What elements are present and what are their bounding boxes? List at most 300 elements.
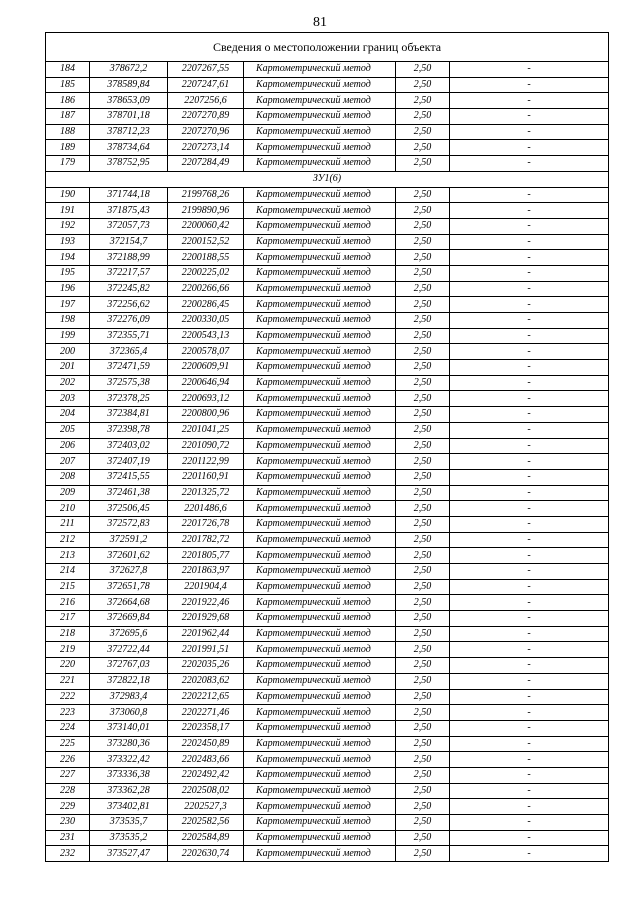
accuracy-cell: 2,50 xyxy=(396,360,450,376)
point-number-cell: 206 xyxy=(46,438,90,454)
y-coordinate-cell: 2201929,68 xyxy=(168,611,244,627)
accuracy-cell: 2,50 xyxy=(396,218,450,234)
x-coordinate-cell: 371875,43 xyxy=(90,203,168,219)
point-number-cell: 189 xyxy=(46,140,90,156)
table-row xyxy=(46,265,609,281)
description-cell: - xyxy=(450,234,609,250)
accuracy-cell: 2,50 xyxy=(396,391,450,407)
table-body xyxy=(46,33,609,862)
x-coordinate-cell: 378701,18 xyxy=(90,109,168,125)
x-coordinate-cell: 378653,09 xyxy=(90,93,168,109)
point-number-cell: 200 xyxy=(46,344,90,360)
table-row xyxy=(46,313,609,329)
y-coordinate-cell: 2202035,26 xyxy=(168,658,244,674)
table-row xyxy=(46,422,609,438)
y-coordinate-cell: 2200578,07 xyxy=(168,344,244,360)
method-cell: Картометрический метод xyxy=(244,344,396,360)
y-coordinate-cell: 2202083,62 xyxy=(168,673,244,689)
description-cell: - xyxy=(450,360,609,376)
boundary-coordinates-table xyxy=(45,32,609,862)
x-coordinate-cell: 378752,95 xyxy=(90,156,168,172)
description-cell: - xyxy=(450,454,609,470)
table-row xyxy=(46,564,609,580)
point-number-cell: 196 xyxy=(46,281,90,297)
point-number-cell: 229 xyxy=(46,799,90,815)
method-cell: Картометрический метод xyxy=(244,595,396,611)
point-number-cell: 220 xyxy=(46,658,90,674)
y-coordinate-cell: 2200152,52 xyxy=(168,234,244,250)
table-row xyxy=(46,611,609,627)
point-number-cell: 202 xyxy=(46,375,90,391)
point-number-cell: 225 xyxy=(46,736,90,752)
y-coordinate-cell: 2200646,94 xyxy=(168,375,244,391)
accuracy-cell: 2,50 xyxy=(396,752,450,768)
accuracy-cell: 2,50 xyxy=(396,375,450,391)
x-coordinate-cell: 372591,2 xyxy=(90,532,168,548)
accuracy-cell: 2,50 xyxy=(396,250,450,266)
description-cell: - xyxy=(450,689,609,705)
x-coordinate-cell: 372575,38 xyxy=(90,375,168,391)
accuracy-cell: 2,50 xyxy=(396,140,450,156)
x-coordinate-cell: 372384,81 xyxy=(90,407,168,423)
method-cell: Картометрический метод xyxy=(244,265,396,281)
description-cell: - xyxy=(450,673,609,689)
method-cell: Картометрический метод xyxy=(244,626,396,642)
table-row xyxy=(46,469,609,485)
y-coordinate-cell: 2201805,77 xyxy=(168,548,244,564)
y-coordinate-cell: 2201726,78 xyxy=(168,516,244,532)
y-coordinate-cell: 2201041,25 xyxy=(168,422,244,438)
x-coordinate-cell: 372407,19 xyxy=(90,454,168,470)
method-cell: Картометрический метод xyxy=(244,642,396,658)
accuracy-cell: 2,50 xyxy=(396,297,450,313)
accuracy-cell: 2,50 xyxy=(396,328,450,344)
point-number-cell: 228 xyxy=(46,783,90,799)
x-coordinate-cell: 372365,4 xyxy=(90,344,168,360)
y-coordinate-cell: 2202450,89 xyxy=(168,736,244,752)
accuracy-cell: 2,50 xyxy=(396,532,450,548)
method-cell: Картометрический метод xyxy=(244,720,396,736)
table-row xyxy=(46,626,609,642)
description-cell: - xyxy=(450,156,609,172)
y-coordinate-cell: 2202584,89 xyxy=(168,830,244,846)
accuracy-cell: 2,50 xyxy=(396,516,450,532)
point-number-cell: 214 xyxy=(46,564,90,580)
accuracy-cell: 2,50 xyxy=(396,109,450,125)
accuracy-cell: 2,50 xyxy=(396,626,450,642)
method-cell: Картометрический метод xyxy=(244,375,396,391)
description-cell: - xyxy=(450,407,609,423)
description-cell: - xyxy=(450,328,609,344)
accuracy-cell: 2,50 xyxy=(396,846,450,862)
description-cell: - xyxy=(450,438,609,454)
y-coordinate-cell: 2201122,99 xyxy=(168,454,244,470)
method-cell: Картометрический метод xyxy=(244,297,396,313)
x-coordinate-cell: 378672,2 xyxy=(90,62,168,78)
method-cell: Картометрический метод xyxy=(244,62,396,78)
description-cell: - xyxy=(450,265,609,281)
method-cell: Картометрический метод xyxy=(244,109,396,125)
x-coordinate-cell: 378712,23 xyxy=(90,124,168,140)
point-number-cell: 232 xyxy=(46,846,90,862)
x-coordinate-cell: 372188,99 xyxy=(90,250,168,266)
description-cell: - xyxy=(450,218,609,234)
method-cell: Картометрический метод xyxy=(244,705,396,721)
point-number-cell: 185 xyxy=(46,77,90,93)
method-cell: Картометрический метод xyxy=(244,611,396,627)
x-coordinate-cell: 372572,83 xyxy=(90,516,168,532)
y-coordinate-cell: 2199890,96 xyxy=(168,203,244,219)
y-coordinate-cell: 2200286,45 xyxy=(168,297,244,313)
method-cell: Картометрический метод xyxy=(244,234,396,250)
y-coordinate-cell: 2201962,44 xyxy=(168,626,244,642)
method-cell: Картометрический метод xyxy=(244,313,396,329)
y-coordinate-cell: 2201325,72 xyxy=(168,485,244,501)
x-coordinate-cell: 372461,38 xyxy=(90,485,168,501)
y-coordinate-cell: 2200609,91 xyxy=(168,360,244,376)
accuracy-cell: 2,50 xyxy=(396,62,450,78)
point-number-cell: 212 xyxy=(46,532,90,548)
accuracy-cell: 2,50 xyxy=(396,454,450,470)
method-cell: Картометрический метод xyxy=(244,673,396,689)
x-coordinate-cell: 373280,36 xyxy=(90,736,168,752)
accuracy-cell: 2,50 xyxy=(396,830,450,846)
table-row xyxy=(46,815,609,831)
description-cell: - xyxy=(450,830,609,846)
accuracy-cell: 2,50 xyxy=(396,548,450,564)
x-coordinate-cell: 378734,64 xyxy=(90,140,168,156)
point-number-cell: 215 xyxy=(46,579,90,595)
accuracy-cell: 2,50 xyxy=(396,485,450,501)
table-row xyxy=(46,124,609,140)
table-row xyxy=(46,203,609,219)
point-number-cell: 222 xyxy=(46,689,90,705)
method-cell: Картометрический метод xyxy=(244,250,396,266)
table-row xyxy=(46,658,609,674)
y-coordinate-cell: 2200330,05 xyxy=(168,313,244,329)
method-cell: Картометрический метод xyxy=(244,187,396,203)
y-coordinate-cell: 2201922,46 xyxy=(168,595,244,611)
method-cell: Картометрический метод xyxy=(244,783,396,799)
y-coordinate-cell: 2201782,72 xyxy=(168,532,244,548)
table-row xyxy=(46,595,609,611)
point-number-cell: 195 xyxy=(46,265,90,281)
point-number-cell: 184 xyxy=(46,62,90,78)
y-coordinate-cell: 2201863,97 xyxy=(168,564,244,580)
accuracy-cell: 2,50 xyxy=(396,234,450,250)
point-number-cell: 218 xyxy=(46,626,90,642)
x-coordinate-cell: 373140,01 xyxy=(90,720,168,736)
method-cell: Картометрический метод xyxy=(244,767,396,783)
accuracy-cell: 2,50 xyxy=(396,281,450,297)
x-coordinate-cell: 373527,47 xyxy=(90,846,168,862)
y-coordinate-cell: 2202508,02 xyxy=(168,783,244,799)
accuracy-cell: 2,50 xyxy=(396,203,450,219)
method-cell: Картометрический метод xyxy=(244,815,396,831)
y-coordinate-cell: 2202492,42 xyxy=(168,767,244,783)
x-coordinate-cell: 372664,68 xyxy=(90,595,168,611)
accuracy-cell: 2,50 xyxy=(396,767,450,783)
y-coordinate-cell: 2207267,55 xyxy=(168,62,244,78)
point-number-cell: 179 xyxy=(46,156,90,172)
description-cell: - xyxy=(450,313,609,329)
x-coordinate-cell: 372822,18 xyxy=(90,673,168,689)
y-coordinate-cell: 2207273,14 xyxy=(168,140,244,156)
x-coordinate-cell: 372471,59 xyxy=(90,360,168,376)
x-coordinate-cell: 372415,55 xyxy=(90,469,168,485)
x-coordinate-cell: 373402,81 xyxy=(90,799,168,815)
accuracy-cell: 2,50 xyxy=(396,501,450,517)
description-cell: - xyxy=(450,611,609,627)
x-coordinate-cell: 372245,82 xyxy=(90,281,168,297)
table-row xyxy=(46,673,609,689)
point-number-cell: 188 xyxy=(46,124,90,140)
description-cell: - xyxy=(450,375,609,391)
x-coordinate-cell: 372154,7 xyxy=(90,234,168,250)
point-number-cell: 194 xyxy=(46,250,90,266)
y-coordinate-cell: 2202527,3 xyxy=(168,799,244,815)
y-coordinate-cell: 2200060,42 xyxy=(168,218,244,234)
x-coordinate-cell: 373362,28 xyxy=(90,783,168,799)
method-cell: Картометрический метод xyxy=(244,736,396,752)
x-coordinate-cell: 372403,02 xyxy=(90,438,168,454)
table-row xyxy=(46,62,609,78)
table-row xyxy=(46,187,609,203)
description-cell: - xyxy=(450,595,609,611)
accuracy-cell: 2,50 xyxy=(396,564,450,580)
table-row xyxy=(46,281,609,297)
table-row xyxy=(46,720,609,736)
accuracy-cell: 2,50 xyxy=(396,156,450,172)
accuracy-cell: 2,50 xyxy=(396,673,450,689)
y-coordinate-cell: 2200266,66 xyxy=(168,281,244,297)
table-title: Сведения о местоположении границ объекта xyxy=(46,33,609,62)
point-number-cell: 191 xyxy=(46,203,90,219)
point-number-cell: 211 xyxy=(46,516,90,532)
description-cell: - xyxy=(450,391,609,407)
point-number-cell: 217 xyxy=(46,611,90,627)
point-number-cell: 209 xyxy=(46,485,90,501)
accuracy-cell: 2,50 xyxy=(396,313,450,329)
accuracy-cell: 2,50 xyxy=(396,720,450,736)
point-number-cell: 197 xyxy=(46,297,90,313)
x-coordinate-cell: 372398,78 xyxy=(90,422,168,438)
table-row xyxy=(46,689,609,705)
method-cell: Картометрический метод xyxy=(244,156,396,172)
y-coordinate-cell: 2207256,6 xyxy=(168,93,244,109)
table-row xyxy=(46,360,609,376)
method-cell: Картометрический метод xyxy=(244,93,396,109)
accuracy-cell: 2,50 xyxy=(396,187,450,203)
accuracy-cell: 2,50 xyxy=(396,642,450,658)
description-cell: - xyxy=(450,564,609,580)
x-coordinate-cell: 373535,7 xyxy=(90,815,168,831)
table-row xyxy=(46,752,609,768)
accuracy-cell: 2,50 xyxy=(396,658,450,674)
section-label: ЗУ1(6) xyxy=(46,171,609,187)
table-row xyxy=(46,438,609,454)
description-cell: - xyxy=(450,344,609,360)
table-row xyxy=(46,485,609,501)
y-coordinate-cell: 2201090,72 xyxy=(168,438,244,454)
point-number-cell: 226 xyxy=(46,752,90,768)
method-cell: Картометрический метод xyxy=(244,830,396,846)
point-number-cell: 216 xyxy=(46,595,90,611)
method-cell: Картометрический метод xyxy=(244,564,396,580)
table-row xyxy=(46,799,609,815)
description-cell: - xyxy=(450,720,609,736)
x-coordinate-cell: 372767,03 xyxy=(90,658,168,674)
y-coordinate-cell: 2201904,4 xyxy=(168,579,244,595)
x-coordinate-cell: 371744,18 xyxy=(90,187,168,203)
accuracy-cell: 2,50 xyxy=(396,611,450,627)
x-coordinate-cell: 372057,73 xyxy=(90,218,168,234)
point-number-cell: 190 xyxy=(46,187,90,203)
point-number-cell: 230 xyxy=(46,815,90,831)
accuracy-cell: 2,50 xyxy=(396,77,450,93)
x-coordinate-cell: 372651,78 xyxy=(90,579,168,595)
accuracy-cell: 2,50 xyxy=(396,689,450,705)
description-cell: - xyxy=(450,642,609,658)
accuracy-cell: 2,50 xyxy=(396,407,450,423)
accuracy-cell: 2,50 xyxy=(396,469,450,485)
table-row xyxy=(46,407,609,423)
table-row xyxy=(46,579,609,595)
method-cell: Картометрический метод xyxy=(244,469,396,485)
method-cell: Картометрический метод xyxy=(244,407,396,423)
description-cell: - xyxy=(450,626,609,642)
table-row xyxy=(46,391,609,407)
point-number-cell: 199 xyxy=(46,328,90,344)
point-number-cell: 207 xyxy=(46,454,90,470)
table-row xyxy=(46,344,609,360)
description-cell: - xyxy=(450,93,609,109)
table-row xyxy=(46,454,609,470)
point-number-cell: 193 xyxy=(46,234,90,250)
table-row xyxy=(46,109,609,125)
method-cell: Картометрический метод xyxy=(244,485,396,501)
x-coordinate-cell: 373336,38 xyxy=(90,767,168,783)
point-number-cell: 198 xyxy=(46,313,90,329)
table-row xyxy=(46,783,609,799)
description-cell: - xyxy=(450,767,609,783)
description-cell: - xyxy=(450,752,609,768)
description-cell: - xyxy=(450,422,609,438)
method-cell: Картометрический метод xyxy=(244,438,396,454)
method-cell: Картометрический метод xyxy=(244,281,396,297)
x-coordinate-cell: 372669,84 xyxy=(90,611,168,627)
description-cell: - xyxy=(450,815,609,831)
method-cell: Картометрический метод xyxy=(244,140,396,156)
description-cell: - xyxy=(450,846,609,862)
point-number-cell: 203 xyxy=(46,391,90,407)
x-coordinate-cell: 372506,45 xyxy=(90,501,168,517)
point-number-cell: 210 xyxy=(46,501,90,517)
x-coordinate-cell: 372627,8 xyxy=(90,564,168,580)
y-coordinate-cell: 2202212,65 xyxy=(168,689,244,705)
description-cell: - xyxy=(450,187,609,203)
point-number-cell: 192 xyxy=(46,218,90,234)
point-number-cell: 201 xyxy=(46,360,90,376)
method-cell: Картометрический метод xyxy=(244,799,396,815)
table-row xyxy=(46,156,609,172)
x-coordinate-cell: 373535,2 xyxy=(90,830,168,846)
x-coordinate-cell: 372983,4 xyxy=(90,689,168,705)
point-number-cell: 223 xyxy=(46,705,90,721)
y-coordinate-cell: 2202358,17 xyxy=(168,720,244,736)
description-cell: - xyxy=(450,62,609,78)
accuracy-cell: 2,50 xyxy=(396,265,450,281)
page-number: 81 xyxy=(313,15,327,30)
method-cell: Картометрический метод xyxy=(244,77,396,93)
point-number-cell: 227 xyxy=(46,767,90,783)
y-coordinate-cell: 2200693,12 xyxy=(168,391,244,407)
x-coordinate-cell: 372217,57 xyxy=(90,265,168,281)
table-row xyxy=(46,234,609,250)
table-title-row xyxy=(46,33,609,62)
y-coordinate-cell: 2201991,51 xyxy=(168,642,244,658)
y-coordinate-cell: 2199768,26 xyxy=(168,187,244,203)
point-number-cell: 213 xyxy=(46,548,90,564)
method-cell: Картометрический метод xyxy=(244,422,396,438)
method-cell: Картометрический метод xyxy=(244,360,396,376)
description-cell: - xyxy=(450,109,609,125)
point-number-cell: 231 xyxy=(46,830,90,846)
point-number-cell: 221 xyxy=(46,673,90,689)
description-cell: - xyxy=(450,516,609,532)
accuracy-cell: 2,50 xyxy=(396,438,450,454)
description-cell: - xyxy=(450,548,609,564)
method-cell: Картометрический метод xyxy=(244,516,396,532)
table-row xyxy=(46,501,609,517)
description-cell: - xyxy=(450,532,609,548)
method-cell: Картометрический метод xyxy=(244,328,396,344)
description-cell: - xyxy=(450,281,609,297)
x-coordinate-cell: 378589,84 xyxy=(90,77,168,93)
x-coordinate-cell: 372695,6 xyxy=(90,626,168,642)
table-row xyxy=(46,830,609,846)
method-cell: Картометрический метод xyxy=(244,846,396,862)
accuracy-cell: 2,50 xyxy=(396,799,450,815)
accuracy-cell: 2,50 xyxy=(396,422,450,438)
point-number-cell: 205 xyxy=(46,422,90,438)
description-cell: - xyxy=(450,783,609,799)
table-row xyxy=(46,516,609,532)
x-coordinate-cell: 372601,62 xyxy=(90,548,168,564)
y-coordinate-cell: 2201486,6 xyxy=(168,501,244,517)
accuracy-cell: 2,50 xyxy=(396,705,450,721)
table-row xyxy=(46,736,609,752)
point-number-cell: 186 xyxy=(46,93,90,109)
section-header-row xyxy=(46,171,609,187)
accuracy-cell: 2,50 xyxy=(396,344,450,360)
table-row xyxy=(46,250,609,266)
table-row xyxy=(46,705,609,721)
description-cell: - xyxy=(450,705,609,721)
method-cell: Картометрический метод xyxy=(244,752,396,768)
accuracy-cell: 2,50 xyxy=(396,783,450,799)
description-cell: - xyxy=(450,297,609,313)
y-coordinate-cell: 2202582,56 xyxy=(168,815,244,831)
description-cell: - xyxy=(450,799,609,815)
accuracy-cell: 2,50 xyxy=(396,815,450,831)
point-number-cell: 219 xyxy=(46,642,90,658)
table-row xyxy=(46,642,609,658)
y-coordinate-cell: 2207270,96 xyxy=(168,124,244,140)
description-cell: - xyxy=(450,658,609,674)
x-coordinate-cell: 372378,25 xyxy=(90,391,168,407)
table-row xyxy=(46,846,609,862)
